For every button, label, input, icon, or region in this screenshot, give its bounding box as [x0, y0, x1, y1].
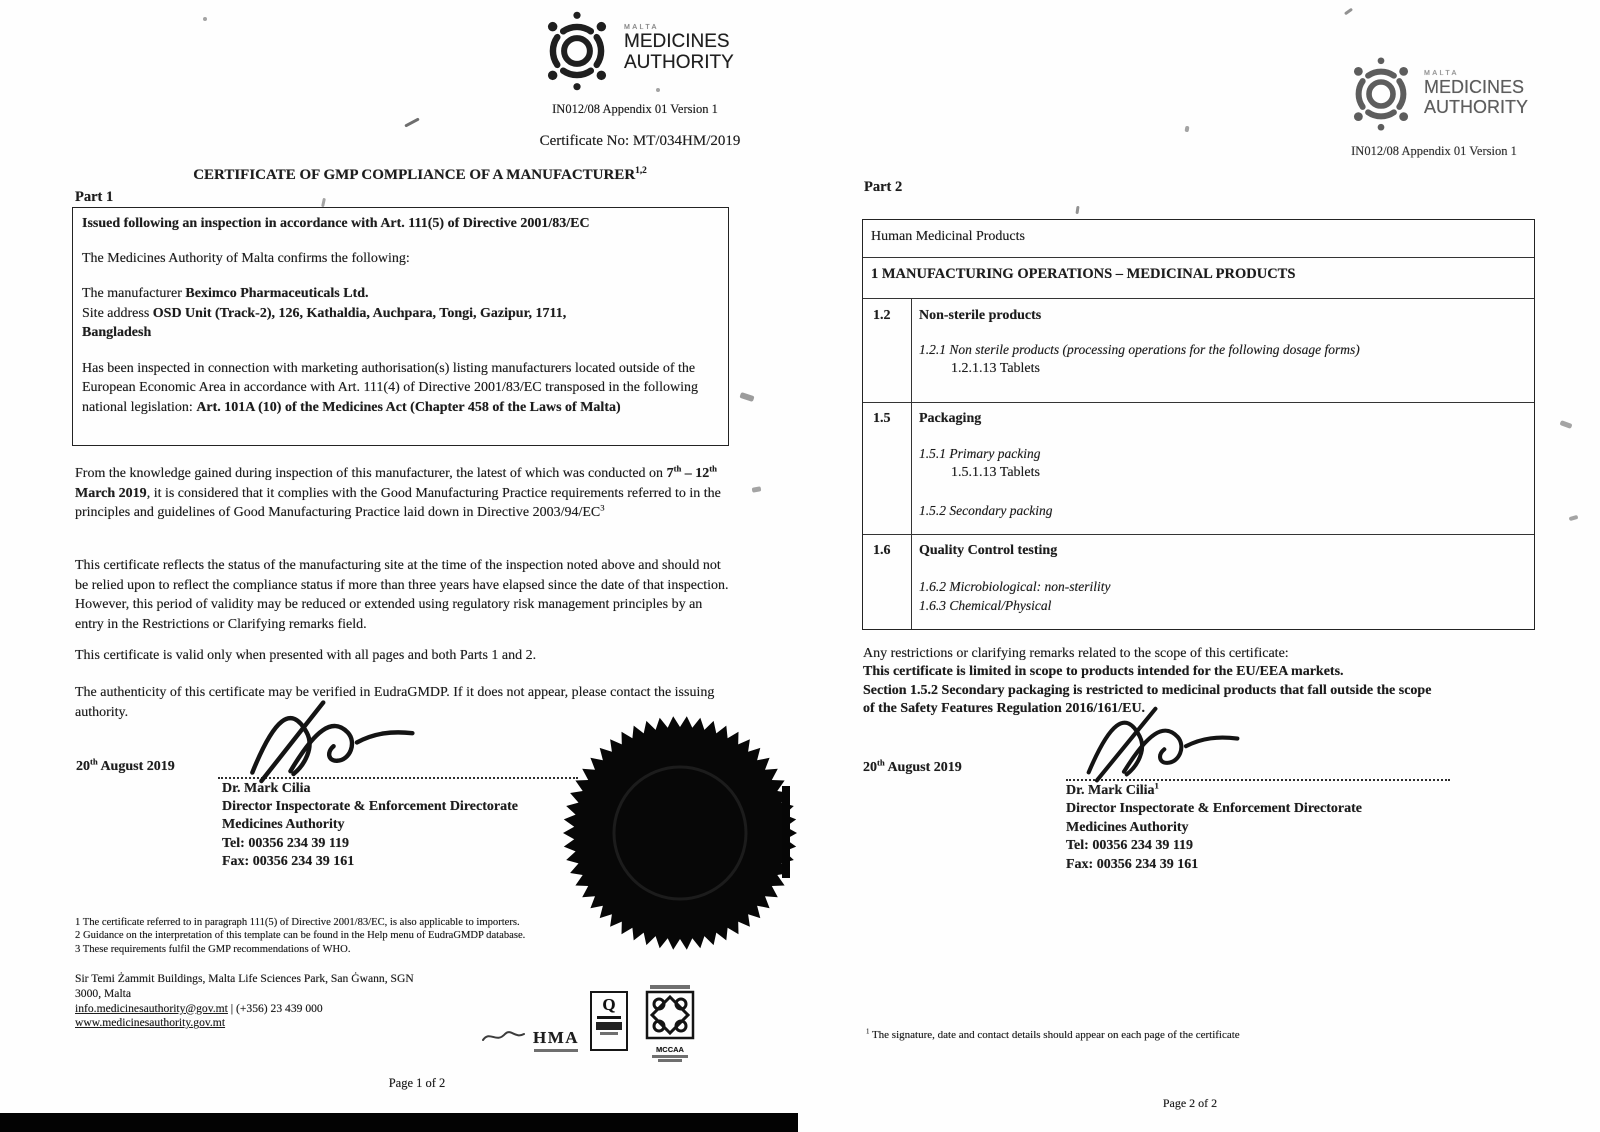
- footnote-p2: $^1$ The signature, date and contact details should appear on each page of the certificate: [866, 1028, 1240, 1041]
- scan-dark-strip: [782, 786, 790, 878]
- logo-wordmark-p2: [1424, 70, 1528, 117]
- signatory-fax-p2: Fax: 00356 234 39 161: [1066, 856, 1199, 872]
- quality-badge-band: [596, 1022, 622, 1030]
- table-divider-4: [863, 534, 1534, 535]
- row-1-6-number: 1.6: [873, 543, 891, 558]
- title-superscript: 1,2: [635, 166, 647, 176]
- signatory-role: Director Inspectorate & Enforcement Directorate: [222, 799, 518, 815]
- scan-artifact: [656, 88, 660, 92]
- hma-logo: [533, 1028, 579, 1052]
- row-1-2-number: 1.2: [873, 308, 891, 323]
- signatory-tel: Tel: 00356 234 39 119: [222, 835, 350, 851]
- footnote-1: 1 The certificate referred to in paragraph 111(5) of Directive 2001/83/EC, is also applicable to importers.: [75, 917, 520, 928]
- site-address-country: Bangladesh: [82, 325, 152, 340]
- address-line-2: 3000, Malta: [75, 986, 132, 1000]
- logo-country: MALTA: [624, 24, 659, 31]
- row-1-6-title: Quality Control testing: [919, 543, 1058, 558]
- scan-artifact: [1344, 8, 1353, 16]
- website-link[interactable]: www.medicinesauthority.gov.mt: [75, 1016, 226, 1030]
- signatory-footnote-ref: 1: [1154, 780, 1159, 791]
- footnote-3: 3 These requirements fulfil the GMP recommendations of WHO.: [75, 943, 351, 955]
- row-1-5-title: Packaging: [919, 411, 982, 426]
- page-title: CERTIFICATE OF GMP COMPLIANCE OF A MANUFACTURER$^{1,2}$: [193, 166, 647, 183]
- signatory-tel-p2: Tel: 00356 234 39 119: [1066, 838, 1194, 854]
- hma-logo-text: HMA: [533, 1028, 580, 1047]
- inspection-dates: 7th – 12th March 2019: [75, 463, 717, 501]
- remarks-scope: This certificate is limited in scope to products intended for the EU/EEA markets.: [863, 664, 1344, 680]
- row-1-5-number: 1.5: [873, 411, 891, 426]
- scan-artifact: [1560, 420, 1573, 429]
- logo-name-line1-p2: MEDICINES: [1424, 77, 1525, 97]
- redaction-bar: [0, 1113, 798, 1132]
- handwritten-signature-p2: [1079, 698, 1270, 783]
- certificate-number: Certificate No: MT/034HM/2019: [539, 133, 741, 149]
- scan-artifact: [404, 117, 420, 127]
- footnotes: [75, 916, 525, 956]
- row-1-6-micro: 1.6.2 Microbiological: non-sterility: [919, 579, 1111, 594]
- page-2-number: Page 2 of 2: [1162, 1096, 1218, 1110]
- signatory-fax: Fax: 00356 234 39 161: [222, 853, 355, 869]
- quality-badge-letter: Q: [602, 995, 616, 1014]
- remarks-secondary-packaging-1: Section 1.5.2 Secondary packaging is restricted to medicinal products that fall outside the scope: [863, 682, 1432, 698]
- medicines-authority-logo-p2: [1341, 54, 1421, 134]
- mccaa-badge: [643, 985, 697, 1062]
- signatory-org-p2: Medicines Authority: [1066, 819, 1189, 835]
- page-1-number: Page 1 of 2: [388, 1076, 446, 1090]
- part-2-label: Part 2: [864, 179, 903, 195]
- site-address: OSD Unit (Track-2), 126, Kathaldia, Auchpara, Tongi, Gazipur, 1711,: [152, 305, 567, 321]
- manufacturer-line: The manufacturer Beximco Pharmaceuticals Ltd.: [82, 286, 369, 301]
- manufacturer-name: Beximco Pharmaceuticals Ltd.: [185, 286, 369, 301]
- site-address-line: Site address OSD Unit (Track-2), 126, Kathaldia, Auchpara, Tongi, Gazipur, 1711,: [82, 305, 567, 321]
- quality-badge: [590, 991, 628, 1051]
- table-column-divider: [911, 298, 912, 629]
- logo-country-p2: MALTA: [1424, 70, 1459, 77]
- remarks-intro: Any restrictions or clarifying remarks related to the scope of this certificate:: [863, 646, 1289, 661]
- row-1-2-dosage-form: 1.2.1.13 Tablets: [951, 361, 1040, 376]
- scan-artifact: [203, 17, 207, 21]
- logo-name-line2: AUTHORITY: [624, 51, 734, 73]
- row-1-6-chem: 1.6.3 Chemical/Physical: [919, 598, 1052, 613]
- quality-badge-bar: [597, 1016, 621, 1019]
- row-1-2-title: Non-sterile products: [919, 308, 1042, 323]
- signatory-block: [222, 780, 518, 871]
- row-1-5-primary: 1.5.1 Primary packing: [919, 446, 1041, 461]
- logo-wordmark: [624, 24, 734, 73]
- paragraph-knowledge: From the knowledge gained during inspection of this manufacturer, the latest of which was conducted on 7th – 12th March 2019, it is considered that it complies with the Good Manufacturing Practice requirements referred to in the principles and guidelines of Good Manufacturing Practice laid down in Directive $2003/94/EC^3$: [75, 463, 721, 520]
- row-1-5-secondary: 1.5.2 Secondary packing: [919, 503, 1053, 518]
- handwritten-signature: [239, 689, 452, 784]
- table-divider-3: [863, 402, 1534, 403]
- medicines-authority-logo: [534, 8, 620, 94]
- mccaa-logo-text: MCCAA: [656, 1045, 684, 1054]
- scan-artifact: [752, 486, 762, 492]
- signatory-block-p2: [1066, 782, 1362, 874]
- appendix-reference-p2: IN012/08 Appendix 01 Version 1: [1351, 144, 1517, 158]
- paragraph-valid-with-pages: This certificate is valid only when presented with all pages and both Parts 1 and 2.: [75, 648, 537, 663]
- footnote-ref-3: 3: [600, 502, 605, 513]
- row-1-2-subitem: 1.2.1 Non sterile products (processing operations for the following dosage forms): [919, 342, 1360, 357]
- email-link[interactable]: info.medicinesauthority@gov.mt: [75, 1001, 228, 1015]
- footer-scribble-mark: [481, 1026, 527, 1048]
- part-1-label: Part 1: [75, 189, 114, 205]
- paragraph-validity-status: This certificate reflects the status of the manufacturing site at the time of the inspection noted above and should not be relied upon to reflect the compliance status if more than three years have elapsed since the date of that inspection. However, this period of validity may be reduced or extended using regulatory risk management principles by an entry in the Restrictions or Clarifying remarks field.: [75, 558, 729, 632]
- scan-artifact: [1569, 515, 1579, 521]
- phone-number: | (+356) 23 439 000: [227, 1001, 323, 1015]
- box-heading: Issued following an inspection in accordance with Art. 111(5) of Directive 2001/83/EC: [82, 216, 590, 231]
- table-scope-cell: Human Medicinal Products: [871, 229, 1025, 244]
- scan-artifact: [1075, 206, 1079, 214]
- inspection-statement: Has been inspected in connection with marketing authorisation(s) listing manufacturers located outside of the European Economic Area in accordance with Art. 111(4) of Directive 2001/83/EC transposed in the following national legislation: Art. 101A (10) of the Medicines Act (Chapter 458 of the Laws of Malta): [82, 360, 698, 415]
- authority-confirms-line: The Medicines Authority of Malta confirms the following:: [82, 250, 410, 266]
- national-legislation: Art. 101A (10) of the Medicines Act (Chapter 458 of the Laws of Malta): [196, 399, 621, 415]
- mccaa-caption-bar2: [658, 1059, 682, 1062]
- signature-date-p2: 20th August 2019: [863, 757, 962, 775]
- scan-artifact: [321, 198, 326, 207]
- signatory-name: Dr. Mark Cilia: [222, 781, 311, 796]
- signatory-role-p2: Director Inspectorate & Enforcement Directorate: [1066, 801, 1362, 817]
- footnote-2: 2 Guidance on the interpretation of this template can be found in the Help menu of EudraGMDP database.: [75, 930, 526, 942]
- appendix-reference: IN012/08 Appendix 01 Version 1: [552, 102, 718, 116]
- statement-box: [72, 207, 729, 446]
- mccaa-knot-icon: [645, 990, 695, 1040]
- issuer-address: [75, 972, 414, 1031]
- signatory-org: Medicines Authority: [222, 817, 345, 833]
- scan-artifact: [1185, 126, 1190, 133]
- table-section-header: 1 MANUFACTURING OPERATIONS – MEDICINAL PRODUCTS: [871, 266, 1296, 282]
- operations-table: [862, 219, 1535, 630]
- table-divider-2: [863, 298, 1534, 299]
- hma-logo-caption-bar: [534, 1049, 578, 1052]
- mccaa-caption-bar1: [652, 1055, 688, 1058]
- address-line-1: Sir Temi Żammit Buildings, Malta Life Sciences Park, San Ġwann, SGN: [75, 972, 414, 985]
- logo-name-line2-p2: AUTHORITY: [1424, 96, 1529, 117]
- authority-seal: [562, 715, 798, 951]
- remarks-secondary-packaging-2: of the Safety Features Regulation 2016/161/EU.: [863, 700, 1146, 716]
- paragraph-authenticity: The authenticity of this certificate may be verified in EudraGMDP. If it does not appear, please contact the issuing authority.: [75, 685, 715, 720]
- signature-date: 20th August 2019: [76, 756, 175, 774]
- row-1-5-dosage-form: 1.5.1.13 Tablets: [951, 465, 1040, 480]
- logo-name-line1: MEDICINES: [624, 31, 730, 52]
- signatory-name-p2: Dr. Mark Cilia$^1$: [1066, 780, 1159, 798]
- table-divider-1: [863, 257, 1534, 258]
- scan-artifact: [739, 392, 754, 402]
- contact-line: [75, 1002, 414, 1017]
- quality-badge-caption: [600, 1032, 618, 1035]
- mccaa-top-caption: [650, 985, 690, 989]
